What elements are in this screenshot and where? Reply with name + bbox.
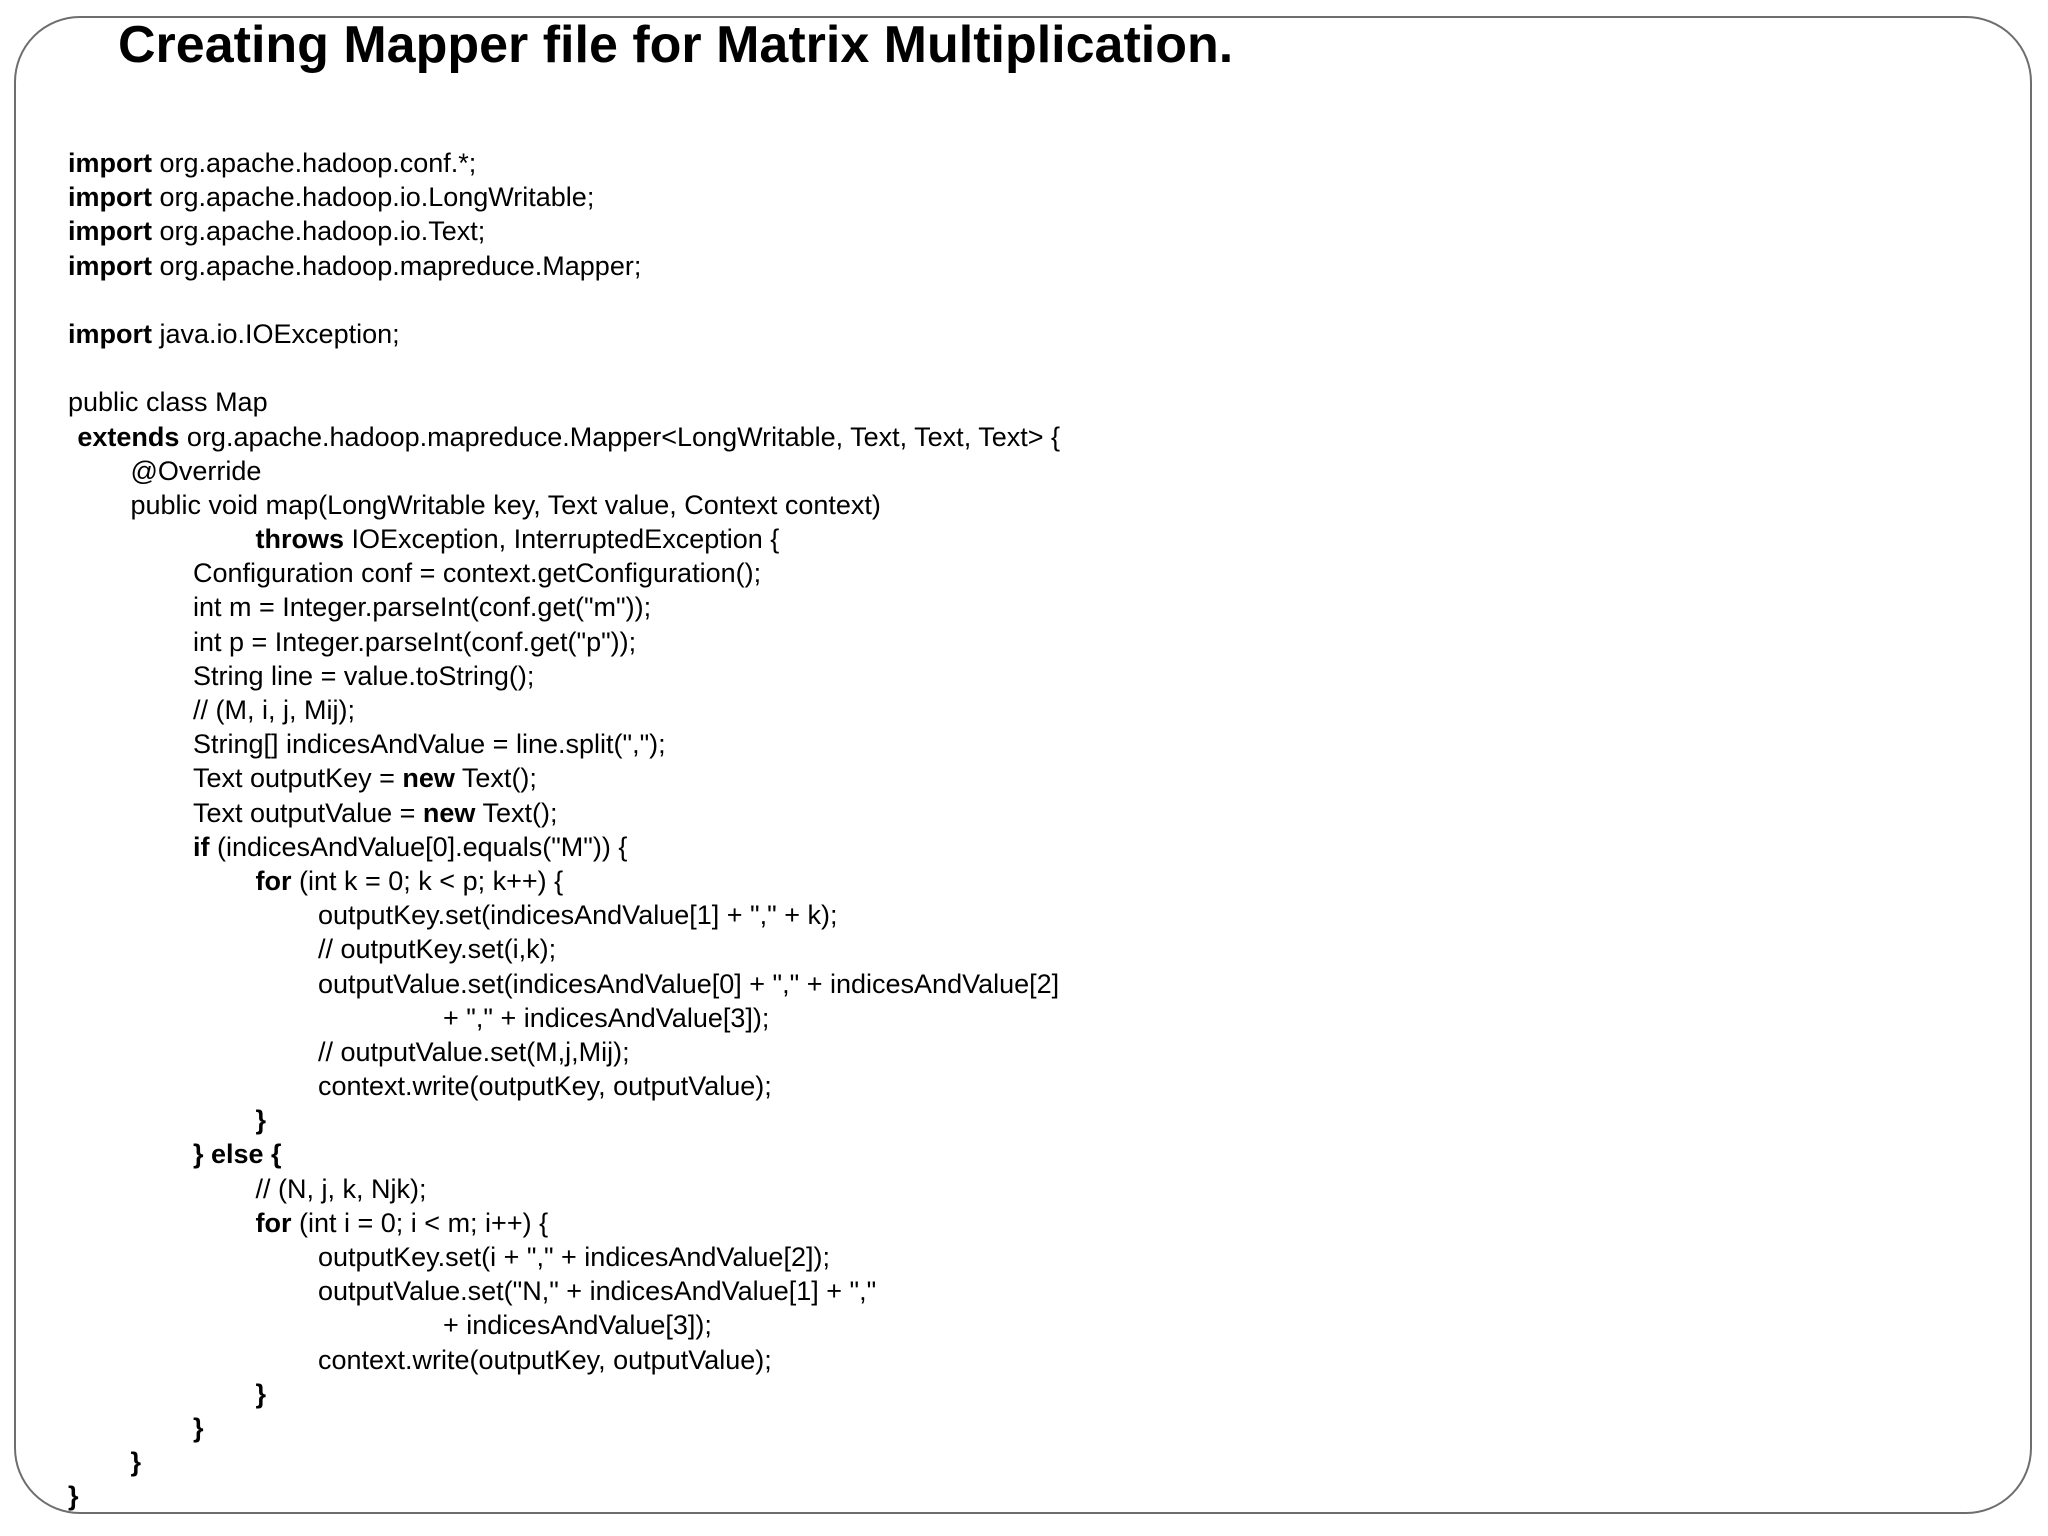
code-keyword: import	[68, 318, 152, 349]
code-line	[68, 830, 1060, 864]
code-keyword: for	[255, 1207, 292, 1238]
code-keyword: import	[68, 182, 152, 213]
code-line	[68, 1103, 1060, 1137]
code-text: org.apache.hadoop.mapreduce.Mapper<LongWritable, Text, Text, Text> {	[179, 421, 1061, 452]
code-line	[68, 693, 1060, 727]
code-text: java.io.IOException;	[152, 318, 400, 349]
code-text: Text();	[454, 763, 537, 794]
code-line	[68, 1069, 1060, 1103]
code-text: public void map(LongWritable key, Text value, Context context)	[130, 489, 881, 520]
code-line	[68, 932, 1060, 966]
code-line	[68, 180, 1060, 214]
code-keyword: }	[255, 1105, 267, 1136]
code-text: // (M, i, j, Mij);	[193, 695, 355, 725]
code-text: org.apache.hadoop.conf.*;	[152, 148, 477, 178]
code-line	[68, 796, 1060, 830]
code-text: public class Map	[68, 387, 268, 418]
code-text: org.apache.hadoop.io.LongWritable;	[152, 182, 595, 213]
code-line	[68, 283, 1060, 317]
code-line	[68, 1377, 1060, 1411]
code-line	[68, 1308, 1060, 1342]
code-line	[68, 556, 1060, 590]
code-text: (int k = 0; k < p; k++) {	[291, 865, 564, 896]
code-text: (int i = 0; i < m; i++) {	[291, 1207, 549, 1238]
code-keyword: }	[68, 1481, 79, 1512]
code-line	[68, 146, 1060, 180]
code-line	[68, 1001, 1060, 1035]
code-line	[68, 488, 1060, 522]
code-keyword: }	[193, 1412, 204, 1443]
code-line	[68, 625, 1060, 659]
code-keyword: } else {	[193, 1139, 282, 1170]
code-line	[68, 1137, 1060, 1171]
code-line	[68, 1172, 1060, 1206]
code-line	[68, 317, 1060, 351]
code-keyword: extends	[77, 421, 180, 452]
code-line	[68, 1240, 1060, 1274]
code-text: IOException, InterruptedException {	[344, 524, 780, 555]
code-line	[68, 1411, 1060, 1445]
code-line	[68, 351, 1060, 385]
code-text: context.write(outputKey, outputValue);	[318, 1071, 772, 1102]
code-text: // (N, j, k, Njk);	[255, 1173, 427, 1204]
code-text: Text outputKey =	[193, 763, 403, 794]
code-text: outputValue.set("N," + indicesAndValue[1] + ","	[318, 1276, 877, 1307]
code-text: outputKey.set(i + "," + indicesAndValue[2]);	[318, 1242, 830, 1272]
code-text: outputValue.set(indicesAndValue[0] + "," + indicesAndValue[2]	[318, 968, 1060, 999]
code-text: // outputValue.set(M,j,Mij);	[318, 1036, 630, 1067]
code-text: // outputKey.set(i,k);	[318, 934, 557, 965]
code-line	[68, 1035, 1060, 1069]
code-text: + "," + indicesAndValue[3]);	[443, 1002, 770, 1033]
code-text: (indicesAndValue[0].equals("M")) {	[209, 831, 628, 862]
code-keyword: new	[422, 797, 476, 828]
code-line	[68, 659, 1060, 693]
code-line	[68, 214, 1060, 248]
code-line	[68, 864, 1060, 898]
code-keyword: if	[193, 831, 210, 862]
code-text: org.apache.hadoop.io.Text;	[152, 216, 486, 247]
code-text: int p = Integer.parseInt(conf.get("p"));	[193, 626, 637, 657]
code-line	[68, 1206, 1060, 1240]
code-text: Text();	[475, 797, 558, 828]
code-line	[68, 1445, 1060, 1479]
code-text: + indicesAndValue[3]);	[443, 1310, 712, 1341]
code-text: String[] indicesAndValue = line.split(",");	[193, 729, 666, 760]
code-line	[68, 1343, 1060, 1377]
code-text: outputKey.set(indicesAndValue[1] + "," + k);	[318, 900, 838, 931]
code-text: context.write(outputKey, outputValue);	[318, 1344, 772, 1375]
slide-title: Creating Mapper file for Matrix Multiplication.	[118, 16, 1234, 74]
code-line	[68, 1479, 1060, 1513]
code-block	[68, 146, 1060, 1514]
code-text: org.apache.hadoop.mapreduce.Mapper;	[152, 250, 642, 281]
code-text: int m = Integer.parseInt(conf.get("m"));	[193, 592, 652, 623]
code-keyword: }	[130, 1447, 142, 1478]
code-text: String line = value.toString();	[193, 660, 535, 691]
code-line	[68, 522, 1060, 556]
code-line	[68, 420, 1060, 454]
code-text: @Override	[130, 455, 262, 486]
code-keyword: }	[255, 1378, 267, 1409]
code-line	[68, 385, 1060, 419]
code-line	[68, 590, 1060, 624]
code-keyword: import	[68, 216, 152, 247]
code-text: Configuration conf = context.getConfiguration();	[193, 558, 762, 589]
code-line	[68, 967, 1060, 1001]
code-line	[68, 761, 1060, 795]
code-keyword: new	[402, 763, 455, 794]
code-line	[68, 727, 1060, 761]
code-keyword: import	[68, 250, 152, 281]
code-line	[68, 898, 1060, 932]
code-text: Text outputValue =	[193, 797, 423, 828]
code-keyword: throws	[255, 524, 345, 555]
code-line	[68, 249, 1060, 283]
code-keyword: for	[255, 865, 292, 896]
code-line	[68, 454, 1060, 488]
code-keyword: import	[68, 148, 152, 178]
code-line	[68, 1274, 1060, 1308]
